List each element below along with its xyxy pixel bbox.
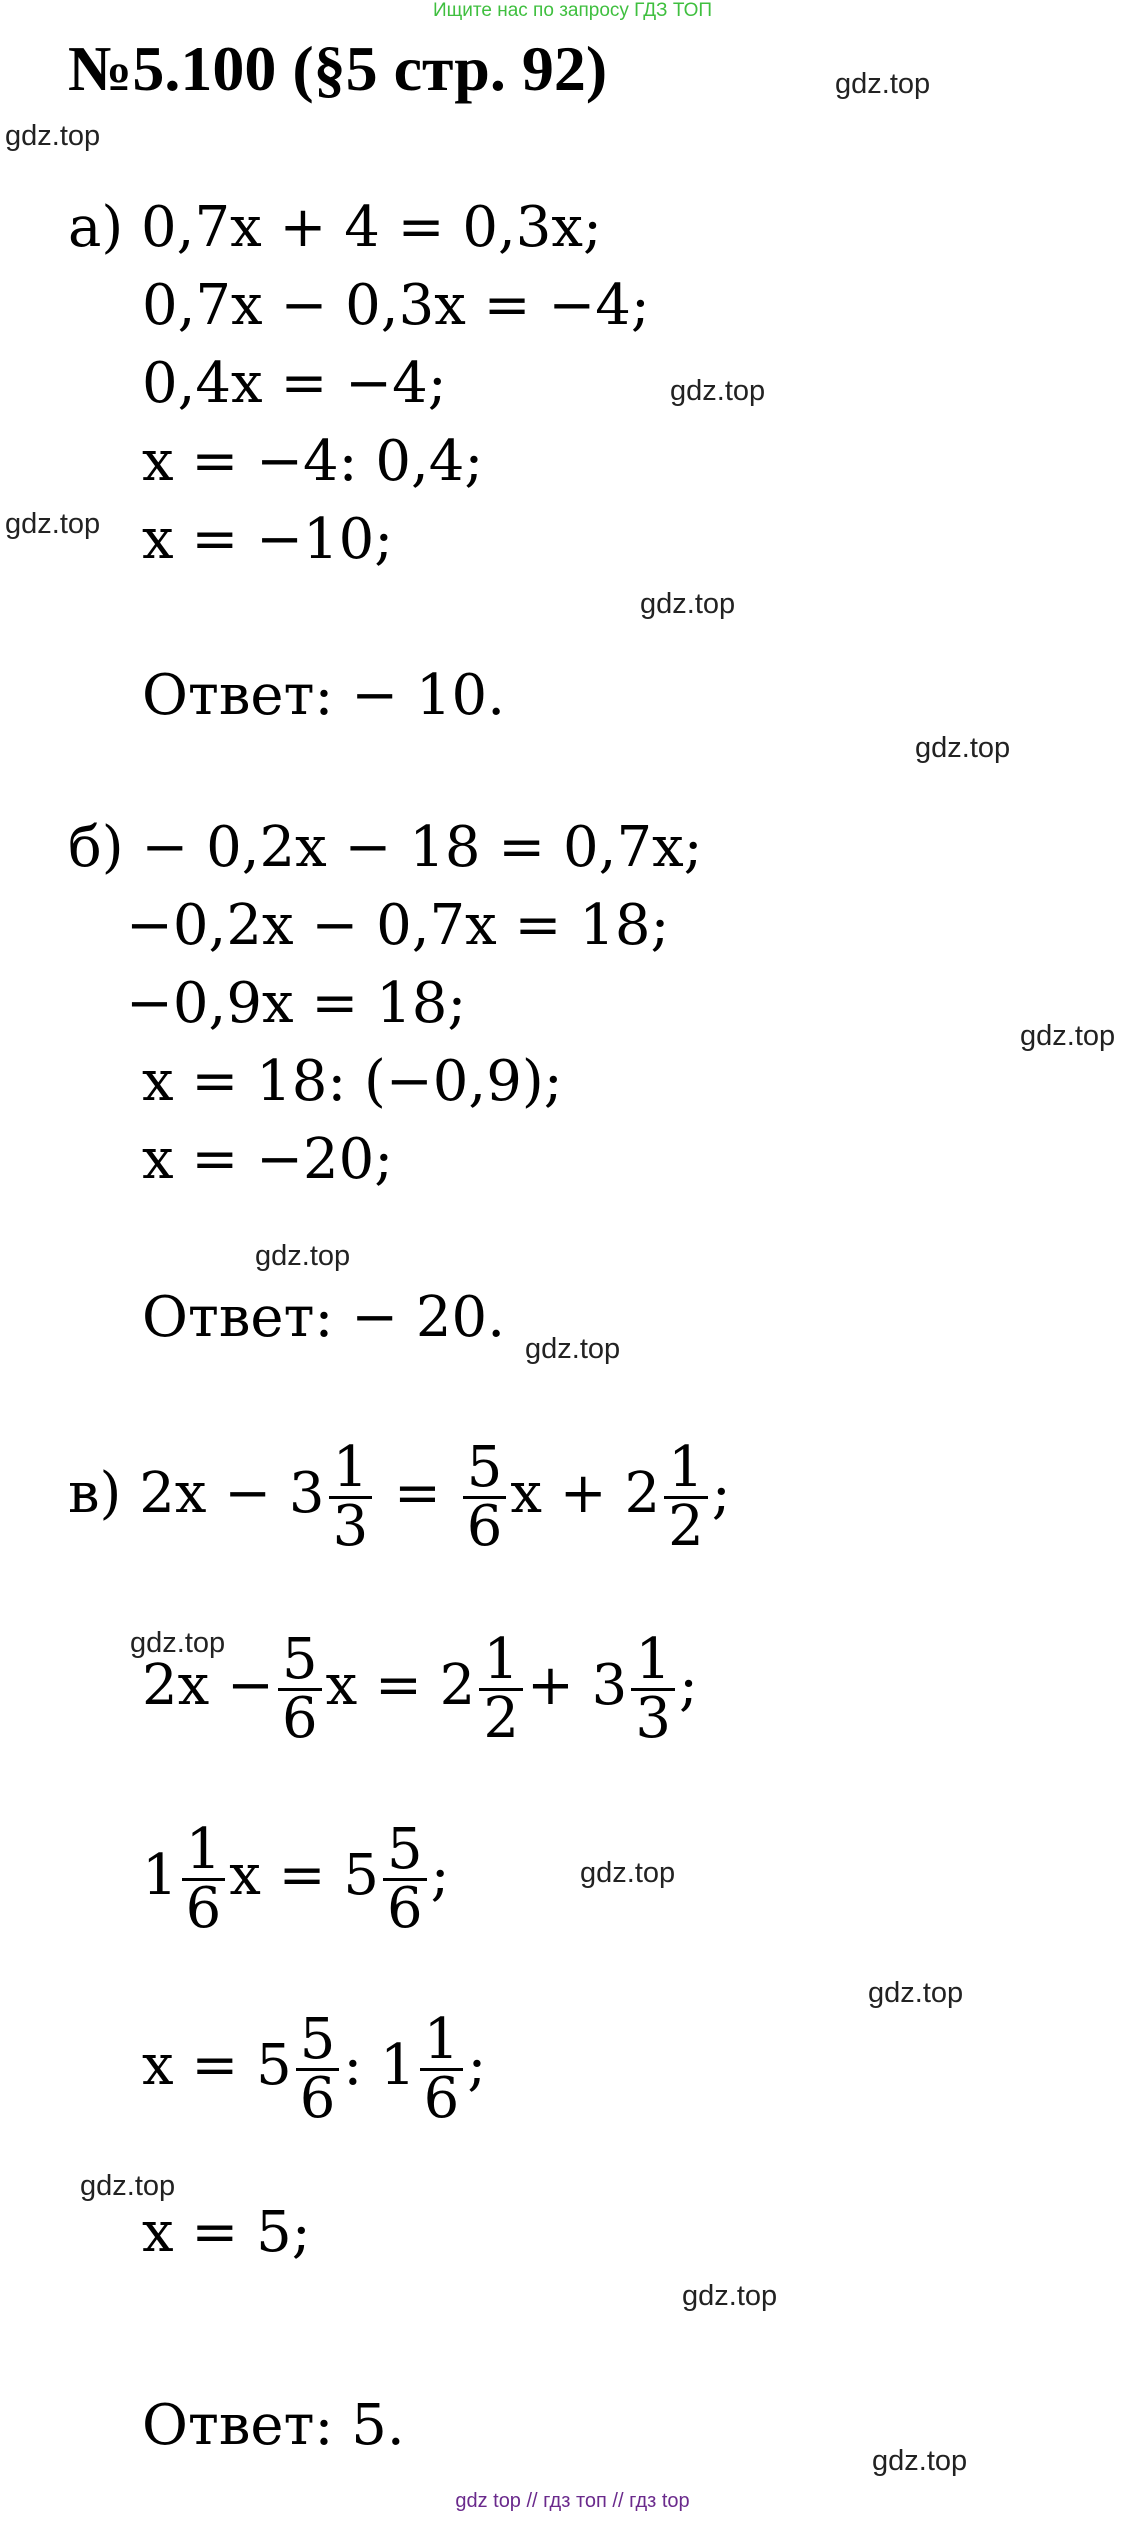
equation-v-line-4 — [142, 2007, 487, 2131]
search-hint: Ищите нас по запросу ГДЗ ТОП — [432, 0, 713, 21]
fraction — [479, 1627, 523, 1751]
denominator: 6 — [423, 2066, 460, 2131]
denominator: 6 — [299, 2066, 336, 2131]
equation-v-line-5: x = 5; — [142, 2200, 311, 2265]
equation-v-line-1 — [68, 1435, 731, 1559]
expr: ; — [711, 1461, 731, 1526]
denominator: 3 — [635, 1686, 671, 1751]
denominator: 6 — [387, 1876, 423, 1941]
watermark: gdz.top — [682, 2280, 778, 2312]
fraction — [383, 1817, 427, 1941]
expr: ; — [430, 1843, 450, 1908]
watermark: gdz.top — [868, 1977, 964, 2009]
numerator: 5 — [296, 2012, 340, 2071]
expr: ; — [467, 2033, 487, 2098]
expr: x = 5 — [142, 2033, 292, 2098]
watermark: gdz.top — [5, 120, 101, 152]
numerator: 1 — [329, 1440, 373, 1499]
watermark: gdz.top — [525, 1333, 621, 1365]
expr: x + 2 — [510, 1461, 661, 1526]
denominator: 6 — [466, 1494, 503, 1559]
equation-v-line-3 — [142, 1817, 450, 1941]
equation-b-line-3: −0,9x = 18; — [126, 971, 467, 1036]
denominator: 2 — [483, 1686, 519, 1751]
equation-a-line-2: 0,7x − 0,3x = −4; — [142, 273, 650, 338]
expr: + 3 — [526, 1653, 628, 1718]
fraction — [664, 1435, 708, 1559]
watermark: gdz.top — [80, 2170, 176, 2202]
watermark: gdz.top — [670, 375, 766, 407]
watermark: gdz.top — [915, 732, 1011, 764]
expr: x = 2 — [325, 1653, 476, 1718]
expr: : 1 — [343, 2033, 416, 2098]
footer-watermark: gdz top // гдз топ // гдз top — [455, 2490, 690, 2512]
denominator: 2 — [668, 1494, 704, 1559]
answer-a: Ответ: − 10. — [142, 663, 505, 728]
watermark: gdz.top — [580, 1857, 676, 1889]
equation-b-line-5: x = −20; — [142, 1127, 394, 1192]
expr: 1 — [142, 1843, 178, 1908]
page-title: №5.100 (§5 стр. 92) — [68, 33, 608, 104]
watermark: gdz.top — [5, 508, 101, 540]
equation-v-line-2 — [142, 1627, 698, 1751]
expr: 2x − 3 — [139, 1461, 325, 1526]
fraction — [329, 1435, 373, 1559]
watermark: gdz.top — [255, 1240, 351, 1272]
denominator: 6 — [185, 1876, 222, 1941]
watermark: gdz.top — [640, 588, 736, 620]
numerator: 1 — [420, 2012, 464, 2071]
numerator: 1 — [631, 1632, 675, 1691]
expr: = — [394, 1461, 441, 1526]
fraction — [296, 2007, 340, 2131]
watermark: gdz.top — [1020, 1020, 1116, 1052]
answer-b: Ответ: − 20. — [142, 1285, 505, 1350]
numerator: 1 — [479, 1632, 523, 1691]
numerator: 5 — [383, 1822, 427, 1881]
numerator: 5 — [463, 1440, 507, 1499]
equation-a-line-5: x = −10; — [142, 507, 394, 572]
fraction — [631, 1627, 675, 1751]
part-label: в) — [68, 1461, 122, 1526]
fraction — [182, 1817, 226, 1941]
watermark: gdz.top — [872, 2445, 968, 2477]
equation-b-line-2: −0,2x − 0,7x = 18; — [126, 893, 670, 958]
fraction — [420, 2007, 464, 2131]
expr: 2x − — [142, 1653, 274, 1718]
denominator: 3 — [332, 1494, 369, 1559]
numerator: 1 — [182, 1822, 226, 1881]
answer-v: Ответ: 5. — [142, 2393, 405, 2458]
watermark: gdz.top — [835, 68, 931, 100]
expr: x = 5 — [229, 1843, 380, 1908]
equation-a-line-1: а) 0,7x + 4 = 0,3x; — [68, 195, 602, 260]
denominator: 6 — [281, 1686, 318, 1751]
fraction — [278, 1627, 322, 1751]
numerator: 5 — [278, 1632, 322, 1691]
watermark: gdz.top — [130, 1627, 226, 1659]
equation-a-line-3: 0,4x = −4; — [142, 351, 447, 416]
expr: ; — [678, 1653, 698, 1718]
fraction — [463, 1435, 507, 1559]
equation-b-line-1: б) − 0,2x − 18 = 0,7x; — [68, 815, 703, 880]
numerator: 1 — [664, 1440, 708, 1499]
equation-a-line-4: x = −4: 0,4; — [142, 429, 484, 494]
equation-b-line-4: x = 18: (−0,9); — [142, 1049, 563, 1114]
